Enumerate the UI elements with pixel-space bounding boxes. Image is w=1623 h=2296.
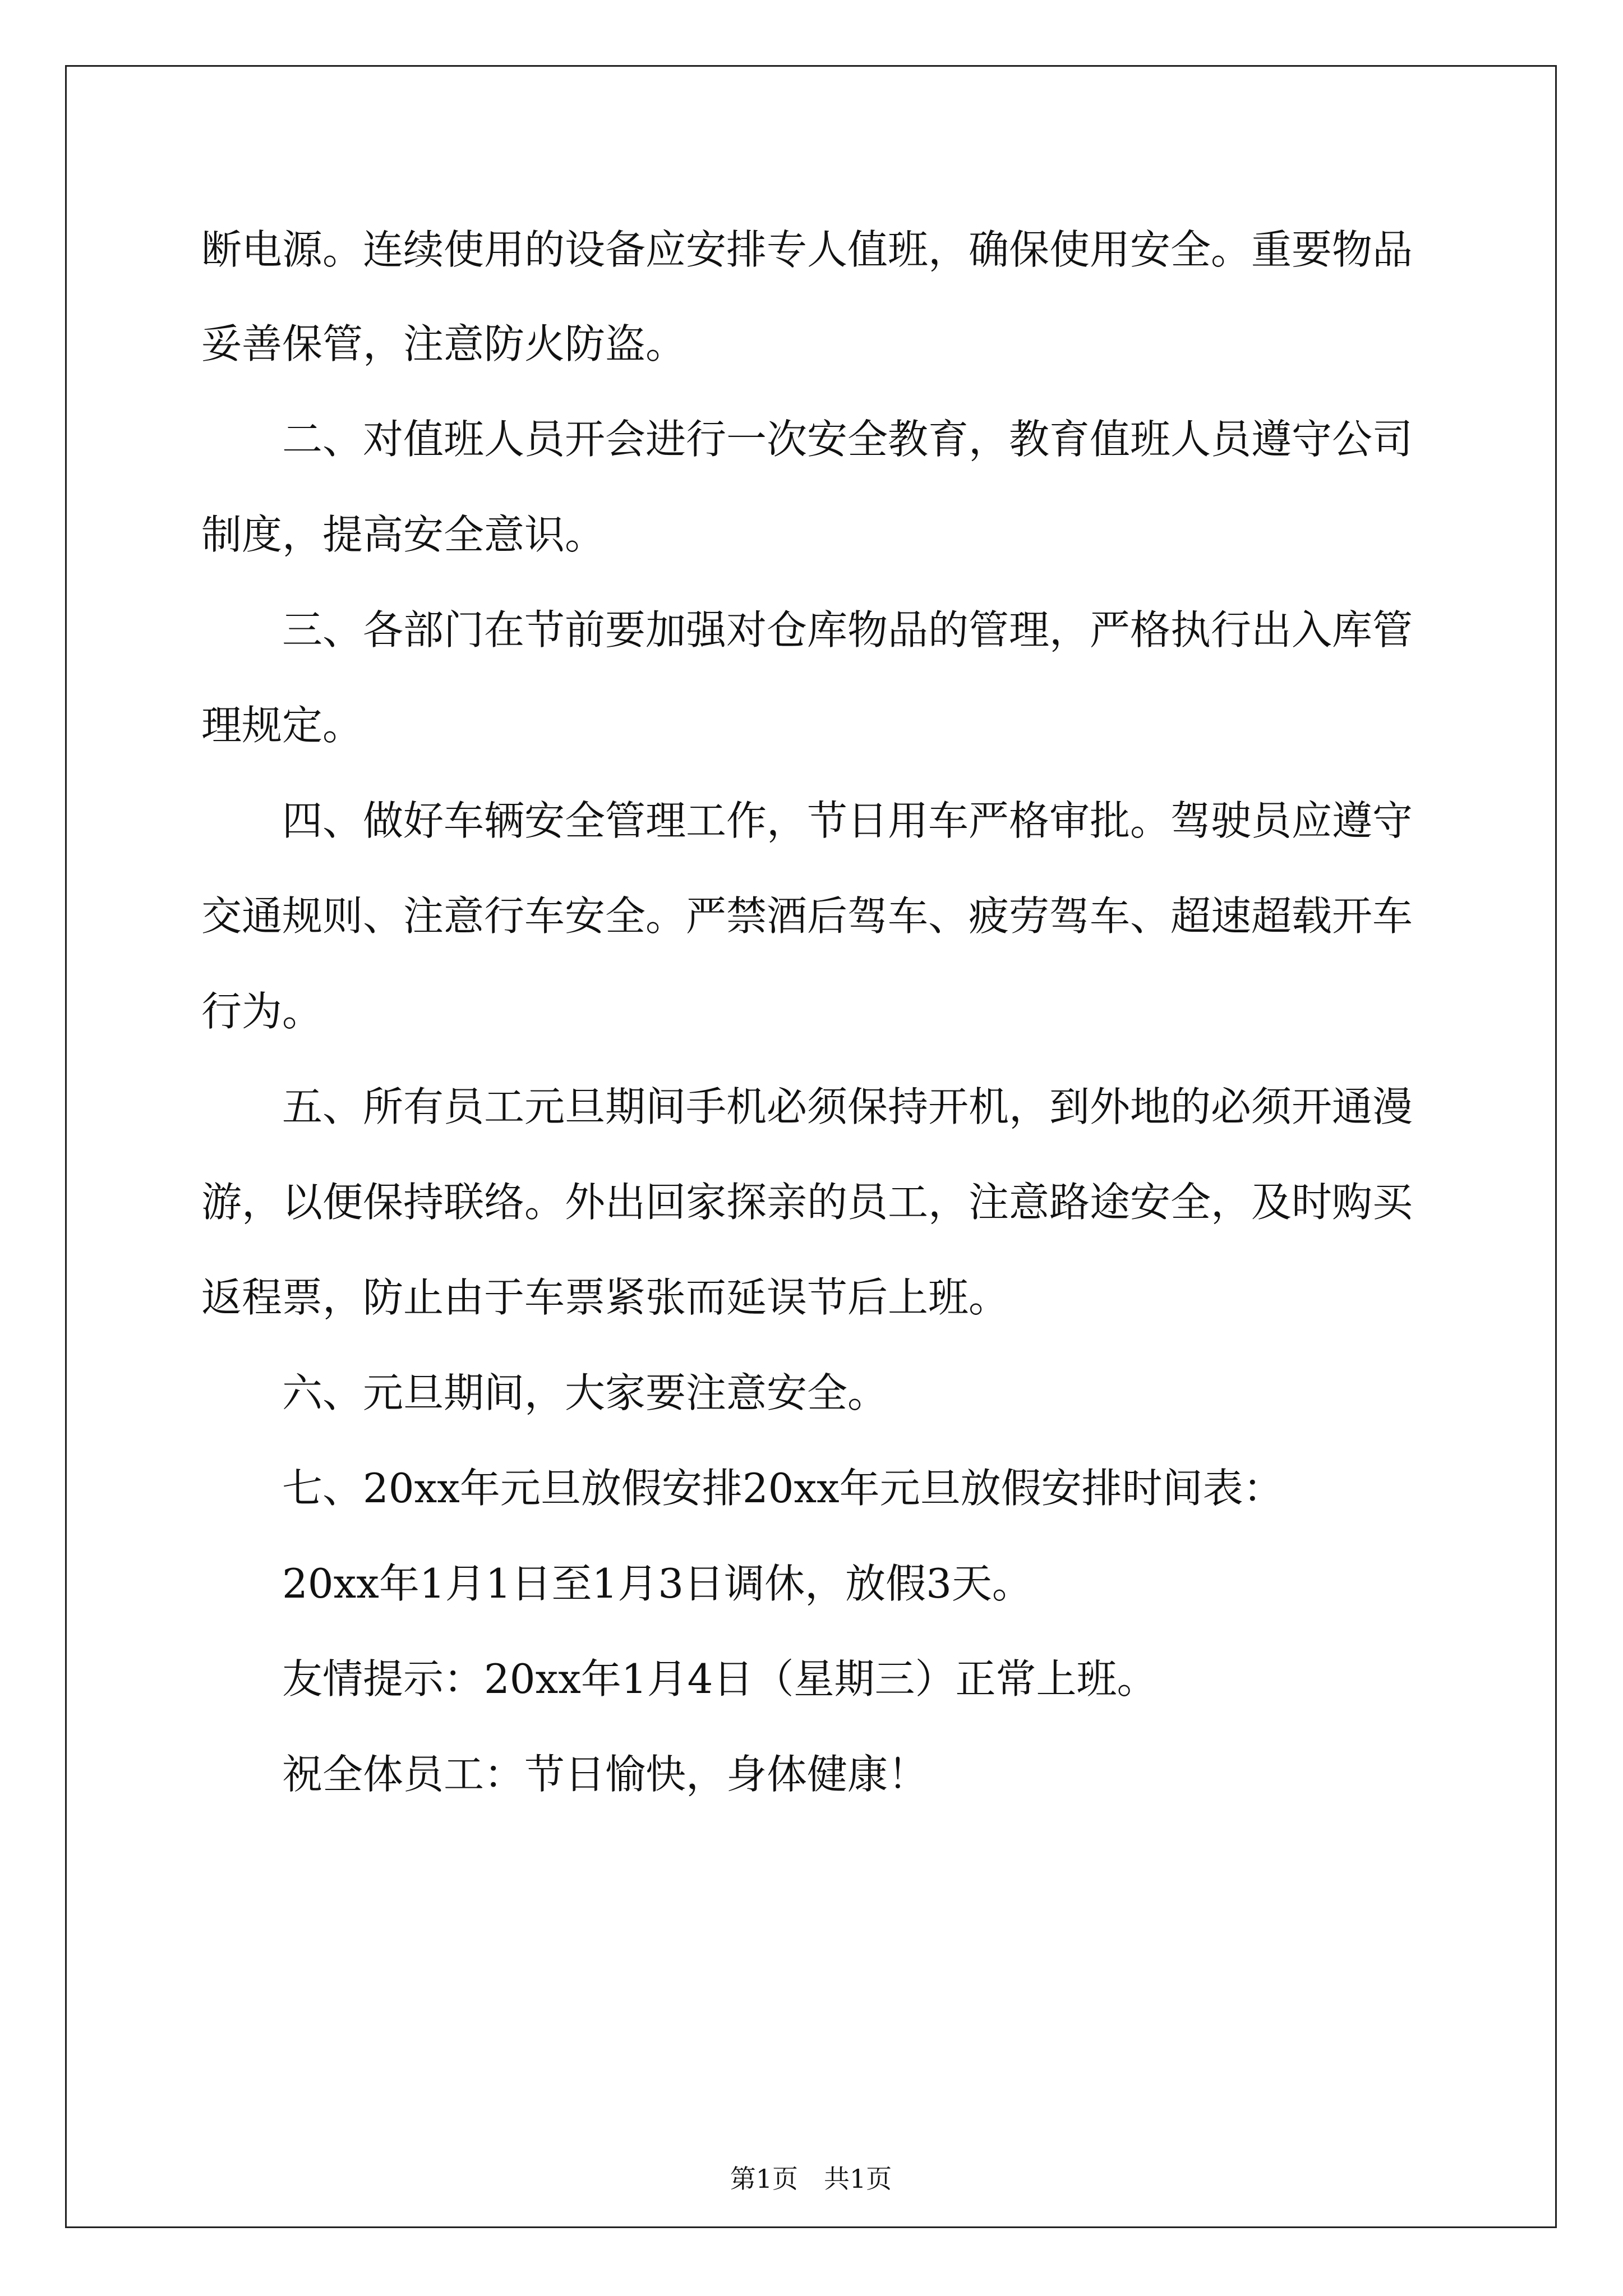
paragraph-line: 三、各部门在节前要加强对仓库物品的管理，严格执行出入库管 bbox=[282, 606, 1413, 654]
paragraph-line: 二、对值班人员开会进行一次安全教育，教育值班人员遵守公司 bbox=[282, 416, 1413, 463]
paragraph-line: 七、20xx年元旦放假安排20xx年元旦放假安排时间表： bbox=[282, 1465, 1284, 1512]
page-number-footer: 第1页 共1页 bbox=[730, 2164, 892, 2194]
paragraph-line: 返程票，防止由于车票紧张而延误节后上班。 bbox=[201, 1274, 1009, 1321]
paragraph-line: 游，以便保持联络。外出回家探亲的员工，注意路途安全，及时购买 bbox=[201, 1179, 1413, 1226]
paragraph-line: 行为。 bbox=[201, 988, 323, 1035]
paragraph-line: 制度，提高安全意识。 bbox=[201, 511, 606, 558]
paragraph-line: 五、所有员工元旦期间手机必须保持开机，到外地的必须开通漫 bbox=[282, 1083, 1413, 1130]
paragraph-line: 祝全体员工：节日愉快，身体健康！ bbox=[282, 1751, 929, 1798]
paragraph-line: 四、做好车辆安全管理工作，节日用车严格审批。驾驶员应遵守 bbox=[282, 797, 1413, 844]
paragraph-line: 友情提示：20xx年1月4日（星期三）正常上班。 bbox=[282, 1655, 1158, 1703]
document-body bbox=[67, 67, 1555, 2226]
paragraph-line: 20xx年1月1日至1月3日调休，放假3天。 bbox=[282, 1560, 1032, 1607]
paragraph-line: 理规定。 bbox=[201, 702, 363, 749]
paragraph-line: 交通规则、注意行车安全。严禁酒后驾车、疲劳驾车、超速超载开车 bbox=[201, 892, 1413, 940]
paragraph-line: 断电源。连续使用的设备应安排专人值班，确保使用安全。重要物品 bbox=[201, 226, 1413, 273]
page-frame bbox=[65, 65, 1557, 2228]
paragraph-line: 妥善保管，注意防火防盗。 bbox=[201, 320, 686, 367]
paragraph-line: 六、元旦期间，大家要注意安全。 bbox=[282, 1369, 888, 1416]
